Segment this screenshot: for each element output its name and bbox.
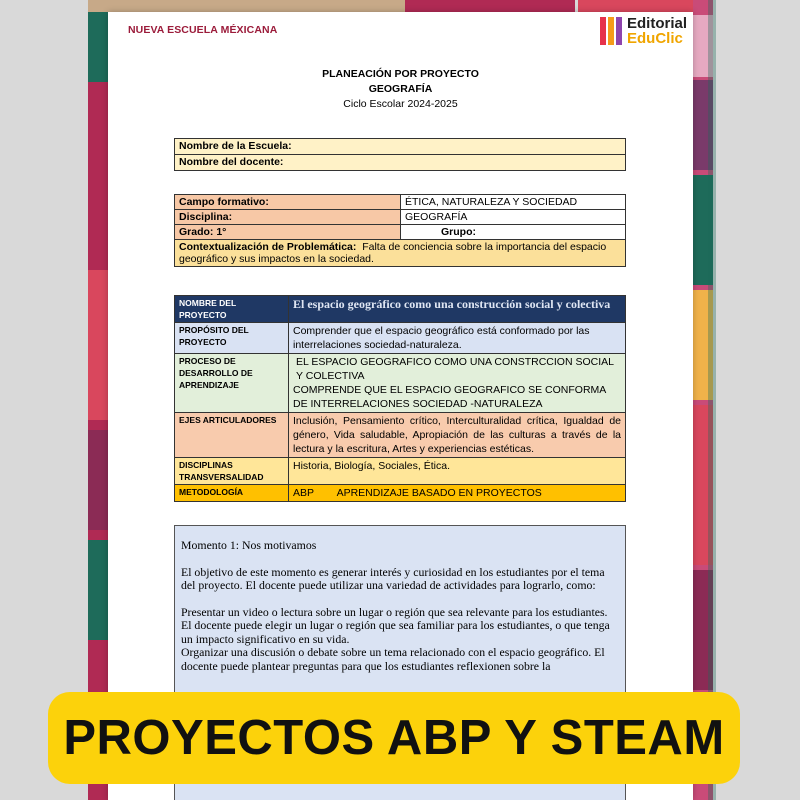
school-label: Nombre de la Escuela: <box>175 139 626 155</box>
promo-banner <box>48 692 740 784</box>
decorative-stripe <box>88 430 108 530</box>
axes-label: EJES ARTICULADORES <box>175 413 289 458</box>
disciplines-label: DISCIPLINAS TRANSVERSALIDAD <box>175 458 289 485</box>
campo-label: Campo formativo: <box>175 195 401 210</box>
disciplina-value: GEOGRAFÍA <box>401 210 626 225</box>
disciplina-label: Disciplina: <box>175 210 401 225</box>
banner-text: PROYECTOS ABP Y STEAM <box>63 711 725 765</box>
methodology-label: METODOLOGÍA <box>175 485 289 502</box>
title-line-1: PLANEACIÓN POR PROYECTO <box>322 68 479 80</box>
process-value-line-2: COMPRENDE QUE EL ESPACIO GEOGRAFICO SE CONFORMA DE INTERRELACIONES SOCIEDAD -NATURALEZA <box>293 384 606 410</box>
process-value <box>289 354 626 413</box>
table-row <box>175 458 626 485</box>
table-row <box>175 354 626 413</box>
decorative-stripe <box>708 0 716 800</box>
context-value: Falta de conciencia sobre la importancia del espacio geográfico y sus impactos en la sociedad. <box>179 241 607 265</box>
project-name-label: NOMBRE DEL PROYECTO <box>175 296 289 323</box>
purpose-label: PROPÓSITO DEL PROYECTO <box>175 323 289 354</box>
methodology-value: ABP APRENDIZAJE BASADO EN PROYECTOS <box>289 485 626 502</box>
moment-title: Momento 1: Nos motivamos <box>181 538 317 552</box>
moment-paragraph-1: El objetivo de este momento es generar interés y curiosidad en los estudiantes por el tema del proyecto. El docente puede utilizar una variedad de actividades para lograrlo, como: <box>181 564 605 592</box>
table-row <box>175 413 626 458</box>
grupo-label: Grupo: <box>401 225 626 240</box>
process-label: PROCESO DE DESARROLLO DE APRENDIZAJE <box>175 354 289 413</box>
decorative-stripe <box>88 540 108 640</box>
decorative-stripe <box>405 0 575 12</box>
project-name-value: El espacio geográfico como una construcción social y colectiva <box>289 296 626 323</box>
process-value-line-1: EL ESPACIO GEOGRAFICO COMO UNA CONSTRCCION SOCIAL Y COLECTIVA <box>296 356 614 382</box>
table-row <box>175 296 626 323</box>
brand-sub: EduClic <box>626 30 683 47</box>
disciplines-value: Historia, Biología, Sociales, Ética. <box>289 458 626 485</box>
grado-label: Grado: 1° <box>175 225 401 240</box>
moment-paragraph-2: Presentar un video o lectura sobre un lugar o región que sea relevante para los estudiantes. El docente puede elegir un lugar o región que sea familiar para los estudiantes, o que tenga un impacto significativo en su vida. <box>181 604 610 646</box>
field-table <box>174 194 626 267</box>
document-page <box>108 12 693 800</box>
campo-value: ÉTICA, NATURALEZA Y SOCIEDAD <box>401 195 626 210</box>
header-left-label: NUEVA ESCUELA MÉXICANA <box>128 24 278 36</box>
decorative-stripe <box>88 270 108 420</box>
brand-logo <box>600 16 687 46</box>
document-titles <box>108 67 693 112</box>
teacher-label: Nombre del docente: <box>175 155 626 171</box>
purpose-value: Comprender que el espacio geográfico está conformado por las interrelaciones sociedad-naturaleza. <box>289 323 626 354</box>
title-line-2: GEOGRAFÍA <box>368 83 433 95</box>
context-label: Contextualización de Problemática: <box>179 241 357 253</box>
context-cell <box>175 240 626 267</box>
table-row <box>175 323 626 354</box>
title-line-3: Ciclo Escolar 2024-2025 <box>343 98 458 110</box>
decorative-stripe <box>88 0 408 12</box>
brand-name: Editorial <box>626 15 687 32</box>
table-row <box>175 485 626 502</box>
brand-logo-icon <box>600 17 622 45</box>
axes-value: Inclusión, Pensamiento crítico, Interculturalidad crítica, Igualdad de género, Vida saludable, Apropiación de las culturas a través de la lectura y la escritura, Artes y experiencias estéticas. <box>289 413 626 458</box>
moment-paragraph-3: Organizar una discusión o debate sobre un tema relacionado con el espacio geográfico. El docente puede plantear preguntas para que los estudiantes reflexionen sobre la <box>181 645 605 673</box>
school-table <box>174 138 626 171</box>
project-table <box>174 295 626 502</box>
decorative-stripe <box>88 12 110 82</box>
